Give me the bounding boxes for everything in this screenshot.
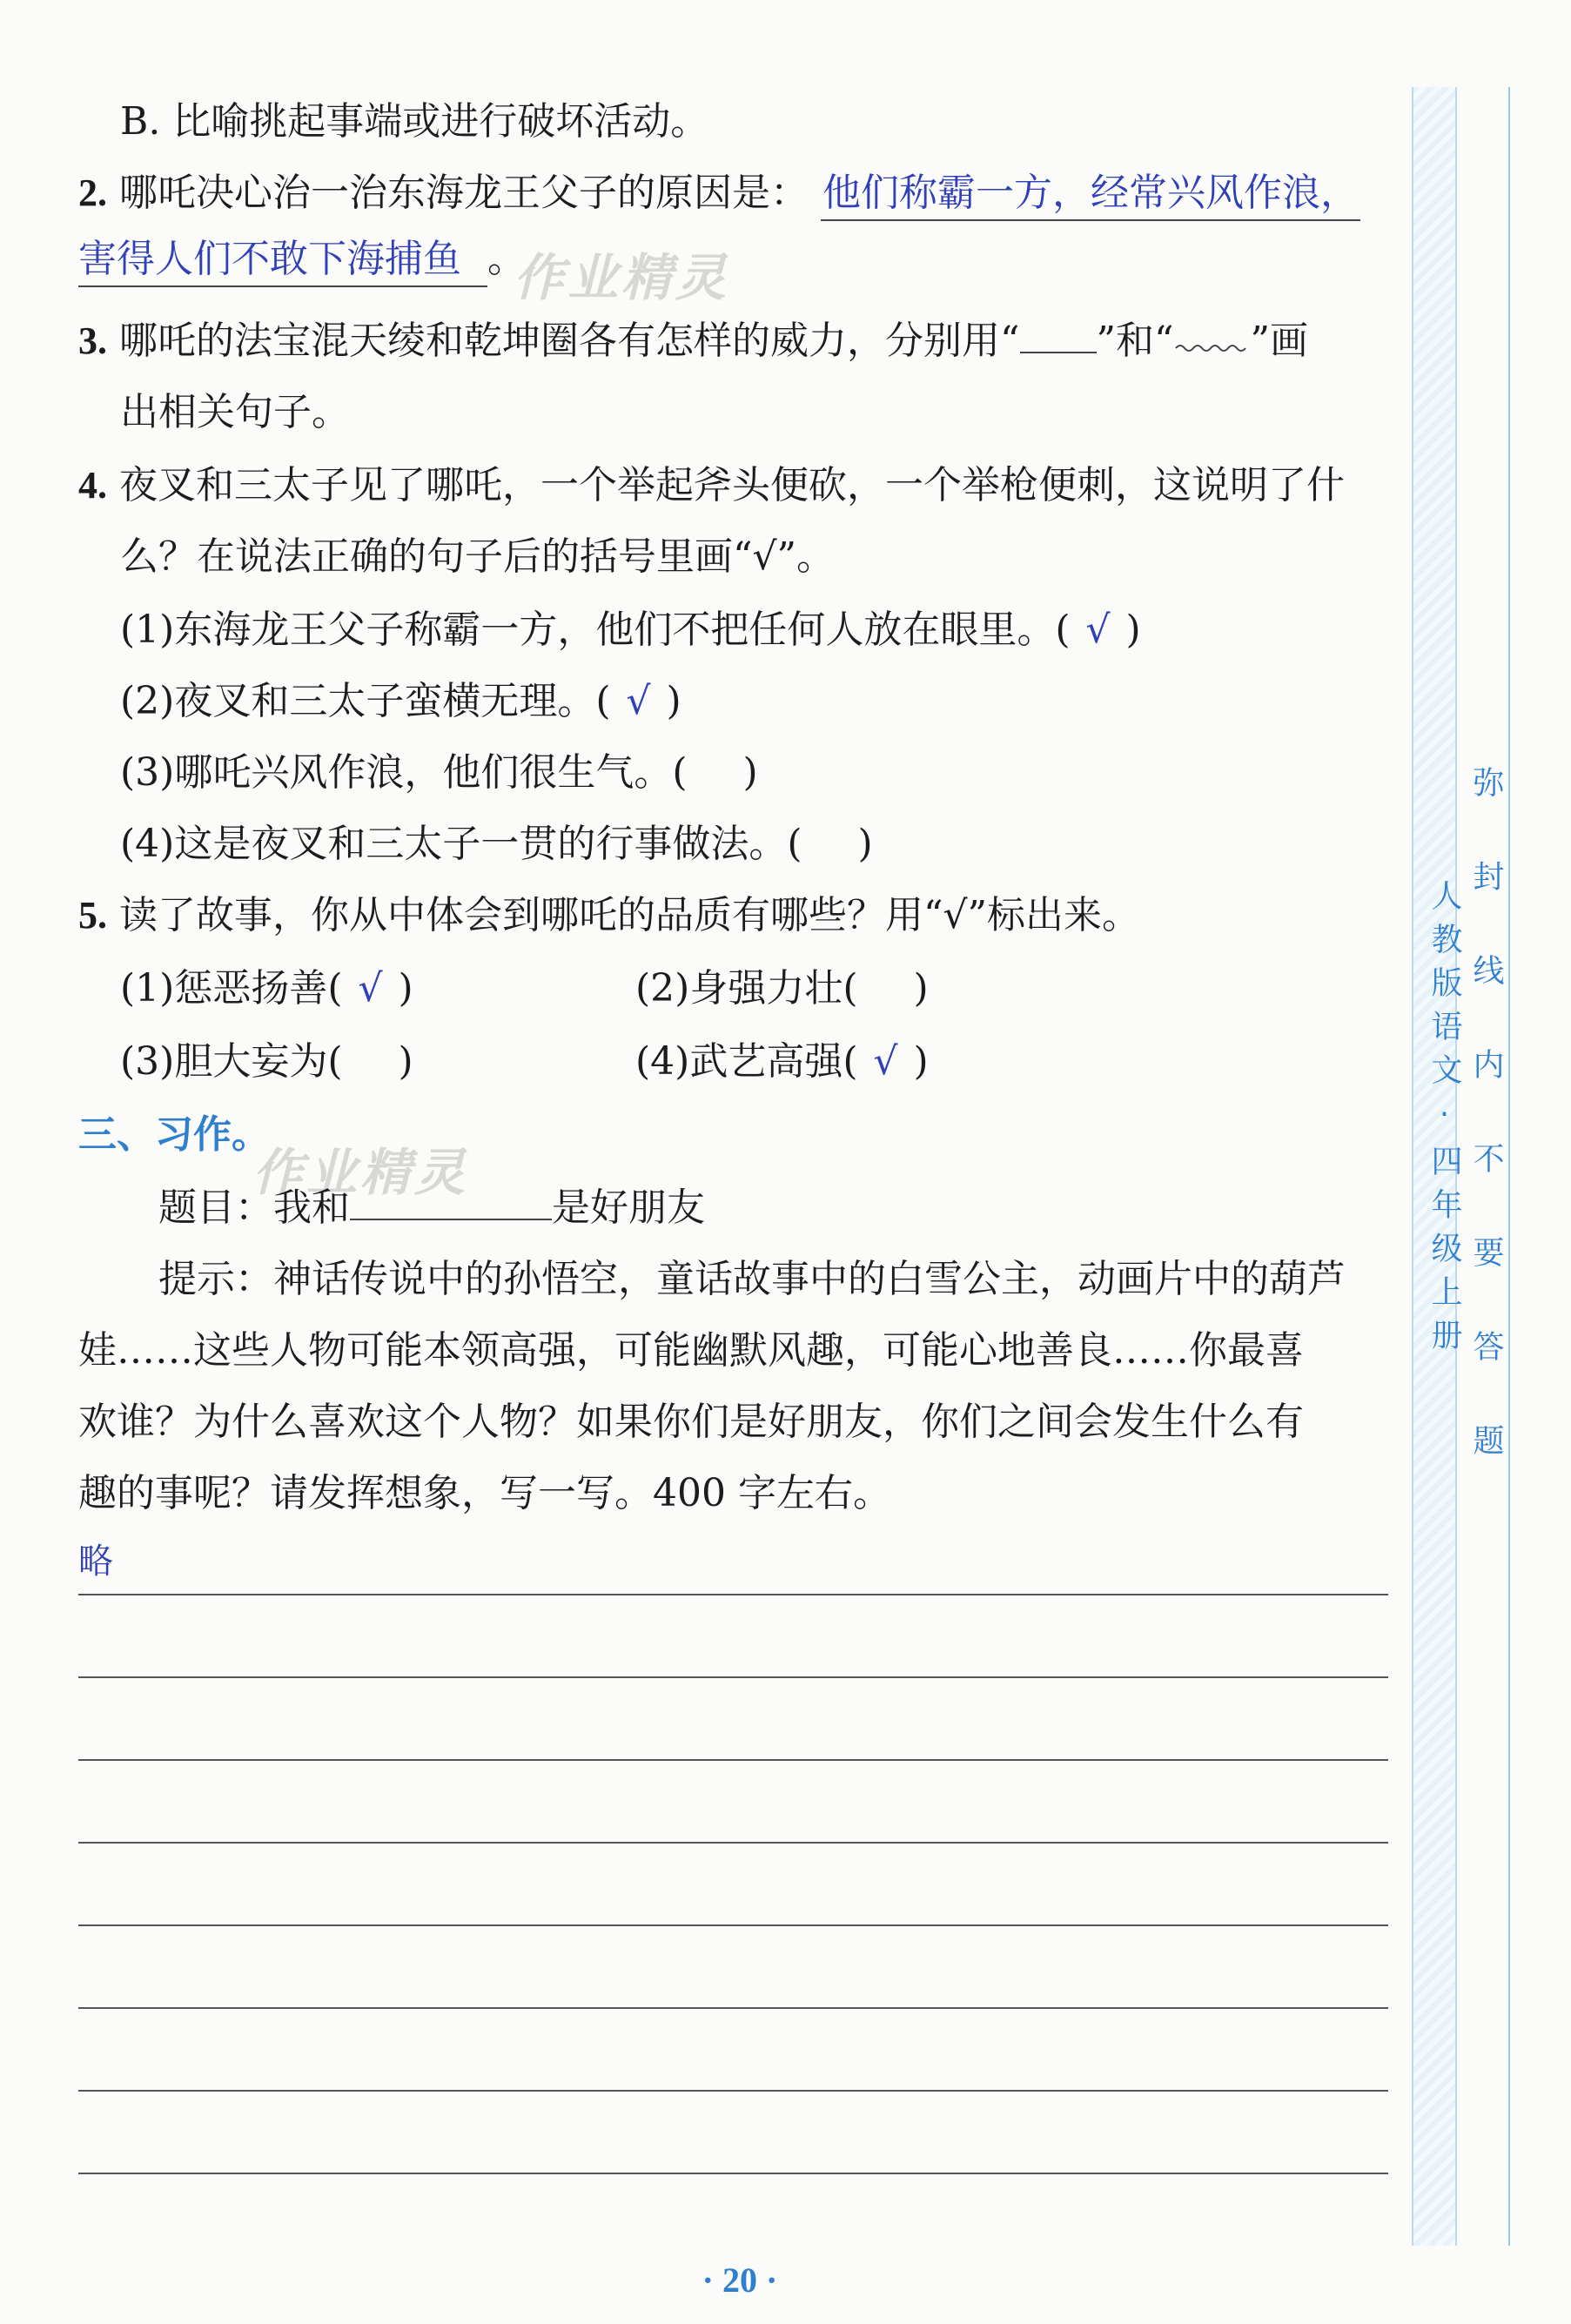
q3-part3: ”画 xyxy=(1250,319,1308,363)
q5-option-3: (3)胆大妄为( ) xyxy=(120,1039,413,1084)
q4-option-1-text: (1)东海龙王父子称霸一方，他们不把任何人放在眼里。 xyxy=(120,608,1056,652)
q4-line2: 么？在说法正确的句子后的括号里画“√”。 xyxy=(120,534,836,579)
writing-line xyxy=(78,2173,1388,2174)
watermark-2: 作业精灵 xyxy=(252,1143,469,1202)
essay-title-suffix: 是好朋友 xyxy=(552,1186,705,1230)
q5-option-2-text: (2)身强力壮 xyxy=(635,966,843,1011)
q4-option-2-mark: √ xyxy=(626,679,651,723)
margin-seal-text: 弥封线内不要答题 xyxy=(1468,766,1504,1518)
q5-option-1: (1)惩恶扬善( √ ) xyxy=(120,963,413,1015)
q2-text: 哪吒决心治一治东海龙王父子的原因是： xyxy=(119,171,809,215)
essay-prompt-line4: 趣的事呢？请发挥想象，写一写。400 字左右。 xyxy=(78,1471,891,1515)
essay-prompt-line1: 提示：神话传说中的孙悟空，童话故事中的白雪公主，动画片中的葫芦 xyxy=(158,1257,1346,1301)
margin-rule xyxy=(1508,87,1510,2246)
q4-option-4: (4)这是夜叉和三太子一贯的行事做法。( ) xyxy=(120,822,873,866)
writing-line xyxy=(78,1594,1388,1595)
watermark-1: 作业精灵 xyxy=(514,248,730,307)
q4-line1 xyxy=(78,460,1345,512)
q2-answer-line2: 害得人们不敢下海捕鱼 xyxy=(78,233,487,287)
q2-line2 xyxy=(78,233,526,287)
q2-number: 2. xyxy=(78,171,107,214)
q4-option-1: (1)东海龙王父子称霸一方，他们不把任何人放在眼里。( √ ) xyxy=(120,604,1141,656)
page-number: · 20 · xyxy=(702,2260,778,2300)
q5-option-4: (4)武艺高强( √ ) xyxy=(635,1036,929,1088)
q2-answer-line1: 他们称霸一方，经常兴风作浪， xyxy=(821,167,1360,221)
margin-book-text: 人教版语文·四年级上册 xyxy=(1427,879,1462,1362)
essay-title xyxy=(158,1182,705,1234)
q4-option-1-mark: √ xyxy=(1085,608,1111,652)
q5-option-1-text: (1)惩恶扬善 xyxy=(120,966,328,1011)
writing-line xyxy=(78,1924,1388,1926)
q3-part2: ”和“ xyxy=(1096,319,1174,363)
q5-option-3-text: (3)胆大妄为 xyxy=(120,1039,328,1084)
q4-option-3-text: (3)哪吒兴风作浪，他们很生气。 xyxy=(120,750,673,795)
q5-option-4-text: (4)武艺高强 xyxy=(635,1039,843,1084)
q4-option-3: (3)哪吒兴风作浪，他们很生气。( ) xyxy=(120,750,758,795)
essay-prompt-line2: 娃……这些人物可能本领高强，可能幽默风趣，可能心地善良……你最喜 xyxy=(78,1328,1304,1373)
q5-line1 xyxy=(78,890,1140,942)
q5-option-2: (2)身强力壮( ) xyxy=(635,966,929,1011)
q5-number: 5. xyxy=(78,894,107,937)
q5-text: 读了故事，你从中体会到哪吒的品质有哪些？用“√”标出来。 xyxy=(119,893,1141,937)
section3-heading: 三、习作。 xyxy=(78,1112,270,1157)
writing-line xyxy=(78,2090,1388,2092)
q5-option-4-mark: √ xyxy=(873,1039,898,1084)
q2-line1 xyxy=(78,167,1360,221)
q3-number: 3. xyxy=(78,319,107,362)
writing-line xyxy=(78,2007,1388,2009)
q4-option-4-text: (4)这是夜叉和三太子一贯的行事做法。 xyxy=(120,822,788,866)
q3-line1 xyxy=(78,315,1308,367)
q4-stem-line1: 夜叉和三太子见了哪吒，一个举起斧头便砍，一个举枪便刺，这说明了什 xyxy=(119,463,1345,507)
essay-prompt-line3: 欢谁？为什么喜欢这个人物？如果你们是好朋友，你们之间会发生什么有 xyxy=(78,1400,1304,1444)
q2-end: 。 xyxy=(487,237,526,281)
q1-option-b: B. 比喻挑起事端或进行破坏活动。 xyxy=(120,99,709,144)
q3-wavy-line-sample xyxy=(1174,324,1251,353)
q4-option-2-text: (2)夜叉和三太子蛮横无理。 xyxy=(120,679,596,723)
q4-number: 4. xyxy=(78,464,107,507)
q4-option-2: (2)夜叉和三太子蛮横无理。( √ ) xyxy=(120,675,681,728)
q3-part1: 哪吒的法宝混天绫和乾坤圈各有怎样的威力，分别用“ xyxy=(119,319,1020,363)
q3-line2: 出相关句子。 xyxy=(120,390,350,434)
q5-option-1-mark: √ xyxy=(358,966,383,1011)
writing-line xyxy=(78,1842,1388,1844)
writing-line xyxy=(78,1676,1388,1678)
q3-straight-line-sample xyxy=(1020,322,1097,353)
essay-title-prefix: 题目：我和 xyxy=(158,1186,350,1230)
writing-line xyxy=(78,1759,1388,1761)
essay-title-blank xyxy=(350,1184,552,1220)
essay-answer: 略 xyxy=(78,1541,113,1582)
